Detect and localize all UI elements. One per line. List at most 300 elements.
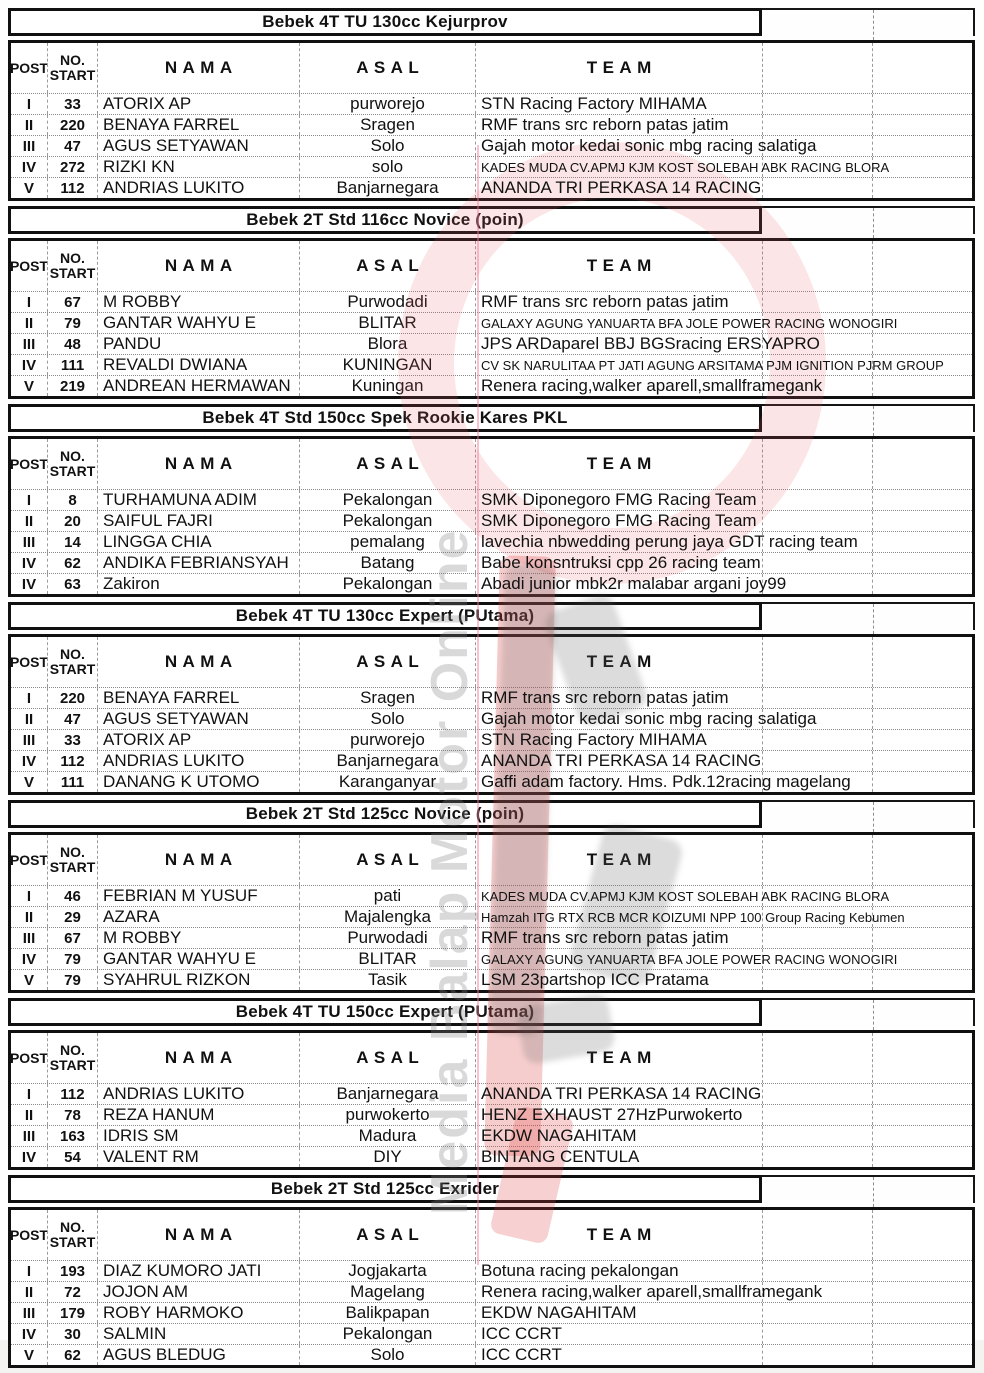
empty-cell-1 xyxy=(762,1345,872,1365)
result-row xyxy=(11,292,972,312)
empty-cell-2 xyxy=(872,1105,972,1125)
header-pos: POST xyxy=(9,1226,49,1243)
rows-container xyxy=(11,886,972,990)
start-number-cell: 78 xyxy=(47,1105,97,1125)
result-row xyxy=(11,1104,972,1125)
empty-cell-1 xyxy=(762,751,872,771)
position-cell: IV xyxy=(21,158,37,176)
rows-container xyxy=(11,1261,972,1365)
header-empty-2 xyxy=(872,439,972,489)
start-number-cell: 29 xyxy=(47,907,97,927)
header-empty-1 xyxy=(762,43,872,93)
result-row xyxy=(11,1084,972,1104)
header-empty-1 xyxy=(762,439,872,489)
empty-cell-2 xyxy=(872,178,972,198)
empty-cell-2 xyxy=(872,553,972,573)
header-empty-2 xyxy=(872,1033,972,1083)
team-cell: CV SK NARULITAA PT JATI AGUNG ARSITAMA PJM IGNITION PJRM GROUP xyxy=(475,355,762,375)
result-row xyxy=(11,354,972,375)
result-table xyxy=(8,1030,975,1170)
rider-name-cell: DIAZ KUMORO JATI xyxy=(97,1261,299,1281)
start-number-cell: 112 xyxy=(47,178,97,198)
empty-cell-2 xyxy=(872,772,972,792)
empty-cell-2 xyxy=(872,115,972,135)
class-title: Bebek 4T Std 150cc Spek Rookie Kares PKL xyxy=(8,404,762,432)
class-title-row xyxy=(8,1175,975,1203)
header-asal: ASAL xyxy=(299,43,475,93)
table-header-row xyxy=(11,43,972,94)
position-cell: V xyxy=(23,971,34,989)
title-side-strip xyxy=(762,998,975,1026)
start-number-cell: 63 xyxy=(47,574,97,594)
result-row xyxy=(11,927,972,948)
result-row xyxy=(11,531,972,552)
team-cell: RMF trans src reborn patas jatim xyxy=(475,292,762,312)
empty-cell-2 xyxy=(872,928,972,948)
rider-name-cell: AGUS SETYAWAN xyxy=(97,709,299,729)
position-cell: II xyxy=(24,908,34,926)
class-title-row xyxy=(8,206,975,234)
class-title-row xyxy=(8,800,975,828)
header-pos: POST xyxy=(9,455,49,472)
origin-cell: Madura xyxy=(299,1126,475,1146)
header-team: TEAM xyxy=(475,241,762,291)
result-table xyxy=(8,1207,975,1368)
origin-cell: Solo xyxy=(299,1345,475,1365)
header-empty-2 xyxy=(872,43,972,93)
rider-name-cell: AGUS SETYAWAN xyxy=(97,136,299,156)
team-cell: ANANDA TRI PERKASA 14 RACING xyxy=(475,178,762,198)
position-cell: III xyxy=(22,731,36,749)
empty-cell-2 xyxy=(872,94,972,114)
position-cell: II xyxy=(24,116,34,134)
empty-cell-1 xyxy=(762,178,872,198)
empty-cell-2 xyxy=(872,1126,972,1146)
team-cell: JPS ARDaparel BBJ BGSracing ERSYAPRO xyxy=(475,334,762,354)
rider-name-cell: GANTAR WAHYU E xyxy=(97,949,299,969)
rider-name-cell: Zakiron xyxy=(97,574,299,594)
origin-cell: Pekalongan xyxy=(299,490,475,510)
column-divider xyxy=(873,208,874,238)
position-cell: IV xyxy=(21,575,37,593)
result-row xyxy=(11,510,972,531)
result-row xyxy=(11,312,972,333)
table-header-row xyxy=(11,241,972,292)
empty-cell-2 xyxy=(872,730,972,750)
empty-cell-2 xyxy=(872,1147,972,1167)
header-nama: NAMA xyxy=(97,835,299,885)
result-table xyxy=(8,40,975,201)
empty-cell-2 xyxy=(872,751,972,771)
start-number-cell: 14 xyxy=(47,532,97,552)
rider-name-cell: ANDRIAS LUKITO xyxy=(97,751,299,771)
header-no-start: NO. START xyxy=(47,1210,97,1260)
empty-cell-2 xyxy=(872,511,972,531)
result-row xyxy=(11,1323,972,1344)
class-title: Bebek 4T TU 130cc Expert (PUtama) xyxy=(8,602,762,630)
empty-cell-1 xyxy=(762,94,872,114)
result-row xyxy=(11,94,972,114)
rider-name-cell: AZARA xyxy=(97,907,299,927)
position-cell: V xyxy=(23,773,34,791)
result-row xyxy=(11,969,972,990)
rider-name-cell: TURHAMUNA ADIM xyxy=(97,490,299,510)
origin-cell: Balikpapan xyxy=(299,1303,475,1323)
team-cell: Gajah motor kedai sonic mbg racing salatiga xyxy=(475,136,762,156)
start-number-cell: 220 xyxy=(47,688,97,708)
header-team: TEAM xyxy=(475,1210,762,1260)
start-number-cell: 33 xyxy=(47,730,97,750)
result-row xyxy=(11,490,972,510)
rider-name-cell: IDRIS SM xyxy=(97,1126,299,1146)
header-nama: NAMA xyxy=(97,43,299,93)
rider-name-cell: BENAYA FARREL xyxy=(97,115,299,135)
column-divider xyxy=(873,1177,874,1207)
team-cell: Gajah motor kedai sonic mbg racing salatiga xyxy=(475,709,762,729)
origin-cell: Batang xyxy=(299,553,475,573)
result-row xyxy=(11,948,972,969)
team-cell: ICC CCRT xyxy=(475,1324,762,1344)
empty-cell-2 xyxy=(872,376,972,396)
origin-cell: Solo xyxy=(299,136,475,156)
empty-cell-1 xyxy=(762,970,872,990)
header-empty-2 xyxy=(872,835,972,885)
result-row xyxy=(11,1281,972,1302)
team-cell: RMF trans src reborn patas jatim xyxy=(475,115,762,135)
team-cell: Hamzah ITG RTX RCB MCR KOIZUMI NPP 100 Group Racing Kebumen xyxy=(475,907,762,927)
table-header-row xyxy=(11,637,972,688)
position-cell: V xyxy=(23,377,34,395)
position-cell: III xyxy=(22,1127,36,1145)
empty-cell-2 xyxy=(872,490,972,510)
team-cell: SMK Diponegoro FMG Racing Team xyxy=(475,511,762,531)
result-table xyxy=(8,634,975,795)
header-empty-2 xyxy=(872,637,972,687)
team-cell: KADES MUDA CV.APMJ KJM KOST SOLEBAH ABK RACING BLORA xyxy=(475,157,762,177)
start-number-cell: 112 xyxy=(47,1084,97,1104)
start-number-cell: 33 xyxy=(47,94,97,114)
start-number-cell: 48 xyxy=(47,334,97,354)
column-divider xyxy=(873,604,874,634)
rows-container xyxy=(11,1084,972,1167)
rider-name-cell: ANDREAN HERMAWAN xyxy=(97,376,299,396)
rider-name-cell: SALMIN xyxy=(97,1324,299,1344)
header-pos: POST xyxy=(9,851,49,868)
team-cell: SMK Diponegoro FMG Racing Team xyxy=(475,490,762,510)
rows-container xyxy=(11,490,972,594)
position-cell: V xyxy=(23,1346,34,1364)
team-cell: Abadi junior mbk2r malabar argani joy99 xyxy=(475,574,762,594)
result-row xyxy=(11,177,972,198)
position-cell: I xyxy=(26,689,32,707)
header-asal: ASAL xyxy=(299,1210,475,1260)
empty-cell-2 xyxy=(872,1324,972,1344)
empty-cell-1 xyxy=(762,1126,872,1146)
start-number-cell: 30 xyxy=(47,1324,97,1344)
column-divider xyxy=(873,1000,874,1030)
origin-cell: Banjarnegara xyxy=(299,751,475,771)
header-asal: ASAL xyxy=(299,835,475,885)
position-cell: I xyxy=(26,887,32,905)
title-side-strip xyxy=(762,602,975,630)
rider-name-cell: SYAHRUL RIZKON xyxy=(97,970,299,990)
header-empty-1 xyxy=(762,1210,872,1260)
rider-name-cell: ROBY HARMOKO xyxy=(97,1303,299,1323)
position-cell: II xyxy=(24,1283,34,1301)
empty-cell-1 xyxy=(762,688,872,708)
result-row xyxy=(11,1344,972,1365)
origin-cell: DIY xyxy=(299,1147,475,1167)
rider-name-cell: RIZKI KN xyxy=(97,157,299,177)
column-divider xyxy=(873,406,874,436)
position-cell: II xyxy=(24,512,34,530)
position-cell: I xyxy=(26,95,32,113)
position-cell: III xyxy=(22,137,36,155)
start-number-cell: 220 xyxy=(47,115,97,135)
start-number-cell: 67 xyxy=(47,292,97,312)
class-title: Bebek 2T Std 125cc Exrider xyxy=(8,1175,762,1203)
origin-cell: Kuningan xyxy=(299,376,475,396)
header-nama: NAMA xyxy=(97,1033,299,1083)
start-number-cell: 272 xyxy=(47,157,97,177)
result-row xyxy=(11,771,972,792)
title-side-strip xyxy=(762,8,975,36)
rows-container xyxy=(11,688,972,792)
title-side-strip xyxy=(762,800,975,828)
empty-cell-1 xyxy=(762,1303,872,1323)
origin-cell: Pekalongan xyxy=(299,1324,475,1344)
start-number-cell: 20 xyxy=(47,511,97,531)
start-number-cell: 72 xyxy=(47,1282,97,1302)
start-number-cell: 62 xyxy=(47,1345,97,1365)
empty-cell-2 xyxy=(872,1084,972,1104)
rider-name-cell: REZA HANUM xyxy=(97,1105,299,1125)
team-cell: Renera racing,walker aparell,smallframegank xyxy=(475,376,762,396)
origin-cell: solo xyxy=(299,157,475,177)
team-cell: RMF trans src reborn patas jatim xyxy=(475,928,762,948)
team-cell: Botuna racing pekalongan xyxy=(475,1261,762,1281)
empty-cell-1 xyxy=(762,928,872,948)
result-table xyxy=(8,436,975,597)
origin-cell: purwokerto xyxy=(299,1105,475,1125)
class-result-block xyxy=(8,998,975,1170)
empty-cell-1 xyxy=(762,511,872,531)
class-title-row xyxy=(8,998,975,1026)
start-number-cell: 67 xyxy=(47,928,97,948)
position-cell: IV xyxy=(21,554,37,572)
empty-cell-2 xyxy=(872,136,972,156)
header-empty-1 xyxy=(762,835,872,885)
origin-cell: purworejo xyxy=(299,730,475,750)
origin-cell: Karanganyar xyxy=(299,772,475,792)
header-asal: ASAL xyxy=(299,1033,475,1083)
table-header-row xyxy=(11,439,972,490)
rider-name-cell: LINGGA CHIA xyxy=(97,532,299,552)
start-number-cell: 46 xyxy=(47,886,97,906)
team-cell: KADES MUDA CV.APMJ KJM KOST SOLEBAH ABK RACING BLORA xyxy=(475,886,762,906)
team-cell: LSM 23partshop ICC Pratama xyxy=(475,970,762,990)
header-empty-2 xyxy=(872,1210,972,1260)
result-row xyxy=(11,1146,972,1167)
empty-cell-2 xyxy=(872,334,972,354)
rider-name-cell: GANTAR WAHYU E xyxy=(97,313,299,333)
header-asal: ASAL xyxy=(299,241,475,291)
watermark-vertical-text: Media Balap Motor Online xyxy=(421,528,479,1215)
empty-cell-2 xyxy=(872,1345,972,1365)
result-row xyxy=(11,886,972,906)
rows-container xyxy=(11,94,972,198)
team-cell: Gaffi adam factory. Hms. Pdk.12racing magelang xyxy=(475,772,762,792)
header-empty-2 xyxy=(872,241,972,291)
origin-cell: pemalang xyxy=(299,532,475,552)
position-cell: IV xyxy=(21,950,37,968)
position-cell: IV xyxy=(21,1148,37,1166)
origin-cell: Banjarnegara xyxy=(299,178,475,198)
position-cell: I xyxy=(26,293,32,311)
header-asal: ASAL xyxy=(299,439,475,489)
header-nama: NAMA xyxy=(97,439,299,489)
empty-cell-2 xyxy=(872,1282,972,1302)
header-no-start: NO. START xyxy=(47,43,97,93)
position-cell: IV xyxy=(21,752,37,770)
start-number-cell: 54 xyxy=(47,1147,97,1167)
origin-cell: Purwodadi xyxy=(299,292,475,312)
result-row xyxy=(11,114,972,135)
empty-cell-1 xyxy=(762,1084,872,1104)
result-row xyxy=(11,906,972,927)
class-title: Bebek 4T TU 130cc Kejurprov xyxy=(8,8,762,36)
origin-cell: Tasik xyxy=(299,970,475,990)
class-result-block xyxy=(8,404,975,597)
class-title: Bebek 2T Std 116cc Novice (poin) xyxy=(8,206,762,234)
result-row xyxy=(11,1125,972,1146)
title-side-strip xyxy=(762,206,975,234)
start-number-cell: 79 xyxy=(47,949,97,969)
origin-cell: Pekalongan xyxy=(299,574,475,594)
header-empty-1 xyxy=(762,637,872,687)
team-cell: GALAXY AGUNG YANUARTA BFA JOLE POWER RACING WONOGIRI xyxy=(475,949,762,969)
origin-cell: purworejo xyxy=(299,94,475,114)
result-row xyxy=(11,375,972,396)
result-table xyxy=(8,832,975,993)
position-cell: III xyxy=(22,533,36,551)
result-row xyxy=(11,1302,972,1323)
empty-cell-1 xyxy=(762,1147,872,1167)
position-cell: IV xyxy=(21,1325,37,1343)
title-side-strip xyxy=(762,1175,975,1203)
class-title-row xyxy=(8,8,975,36)
empty-cell-1 xyxy=(762,292,872,312)
origin-cell: Purwodadi xyxy=(299,928,475,948)
result-row xyxy=(11,1261,972,1281)
empty-cell-2 xyxy=(872,292,972,312)
header-no-start: NO. START xyxy=(47,637,97,687)
team-cell: BINTANG CENTULA xyxy=(475,1147,762,1167)
header-pos: POST xyxy=(9,59,49,76)
empty-cell-1 xyxy=(762,115,872,135)
header-no-start: NO. START xyxy=(47,439,97,489)
empty-cell-2 xyxy=(872,532,972,552)
origin-cell: Banjarnegara xyxy=(299,1084,475,1104)
header-no-start: NO. START xyxy=(47,1033,97,1083)
start-number-cell: 79 xyxy=(47,313,97,333)
position-cell: I xyxy=(26,1085,32,1103)
rider-name-cell: M ROBBY xyxy=(97,928,299,948)
origin-cell: pati xyxy=(299,886,475,906)
header-pos: POST xyxy=(9,653,49,670)
start-number-cell: 112 xyxy=(47,751,97,771)
header-asal: ASAL xyxy=(299,637,475,687)
empty-cell-1 xyxy=(762,1324,872,1344)
position-cell: III xyxy=(22,929,36,947)
position-cell: III xyxy=(22,335,36,353)
position-cell: II xyxy=(24,710,34,728)
header-team: TEAM xyxy=(475,637,762,687)
result-table xyxy=(8,238,975,399)
empty-cell-2 xyxy=(872,1303,972,1323)
team-cell: Babe konsntruksi cpp 26 racing team xyxy=(475,553,762,573)
empty-cell-2 xyxy=(872,688,972,708)
empty-cell-2 xyxy=(872,574,972,594)
class-result-block xyxy=(8,800,975,993)
rider-name-cell: ATORIX AP xyxy=(97,730,299,750)
position-cell: V xyxy=(23,179,34,197)
rider-name-cell: BENAYA FARREL xyxy=(97,688,299,708)
rider-name-cell: DANANG K UTOMO xyxy=(97,772,299,792)
tables-container xyxy=(8,8,975,1373)
position-cell: I xyxy=(26,491,32,509)
origin-cell: BLITAR xyxy=(299,949,475,969)
class-title-row xyxy=(8,404,975,432)
team-cell: EKDW NAGAHITAM xyxy=(475,1303,762,1323)
rider-name-cell: SAIFUL FAJRI xyxy=(97,511,299,531)
rider-name-cell: ANDIKA FEBRIANSYAH xyxy=(97,553,299,573)
start-number-cell: 219 xyxy=(47,376,97,396)
result-row xyxy=(11,750,972,771)
position-cell: I xyxy=(26,1262,32,1280)
rider-name-cell: ATORIX AP xyxy=(97,94,299,114)
column-divider xyxy=(873,10,874,40)
team-cell: STN Racing Factory MIHAMA xyxy=(475,730,762,750)
origin-cell: BLITAR xyxy=(299,313,475,333)
team-cell: EKDW NAGAHITAM xyxy=(475,1126,762,1146)
result-row xyxy=(11,333,972,354)
header-nama: NAMA xyxy=(97,1210,299,1260)
empty-cell-2 xyxy=(872,1261,972,1281)
team-cell: HENZ EXHAUST 27HzPurwokerto xyxy=(475,1105,762,1125)
class-result-block xyxy=(8,206,975,399)
table-header-row xyxy=(11,1033,972,1084)
origin-cell: KUNINGAN xyxy=(299,355,475,375)
column-divider xyxy=(873,802,874,832)
result-row xyxy=(11,573,972,594)
start-number-cell: 111 xyxy=(47,355,97,375)
team-cell: GALAXY AGUNG YANUARTA BFA JOLE POWER RACING WONOGIRI xyxy=(475,313,762,333)
start-number-cell: 179 xyxy=(47,1303,97,1323)
header-empty-1 xyxy=(762,241,872,291)
result-row xyxy=(11,729,972,750)
header-pos: POST xyxy=(9,257,49,274)
rider-name-cell: VALENT RM xyxy=(97,1147,299,1167)
header-team: TEAM xyxy=(475,835,762,885)
team-cell: ANANDA TRI PERKASA 14 RACING xyxy=(475,751,762,771)
class-result-block xyxy=(8,8,975,201)
position-cell: III xyxy=(22,1304,36,1322)
rows-container xyxy=(11,292,972,396)
rider-name-cell: M ROBBY xyxy=(97,292,299,312)
rider-name-cell: JOJON AM xyxy=(97,1282,299,1302)
rider-name-cell: FEBRIAN M YUSUF xyxy=(97,886,299,906)
